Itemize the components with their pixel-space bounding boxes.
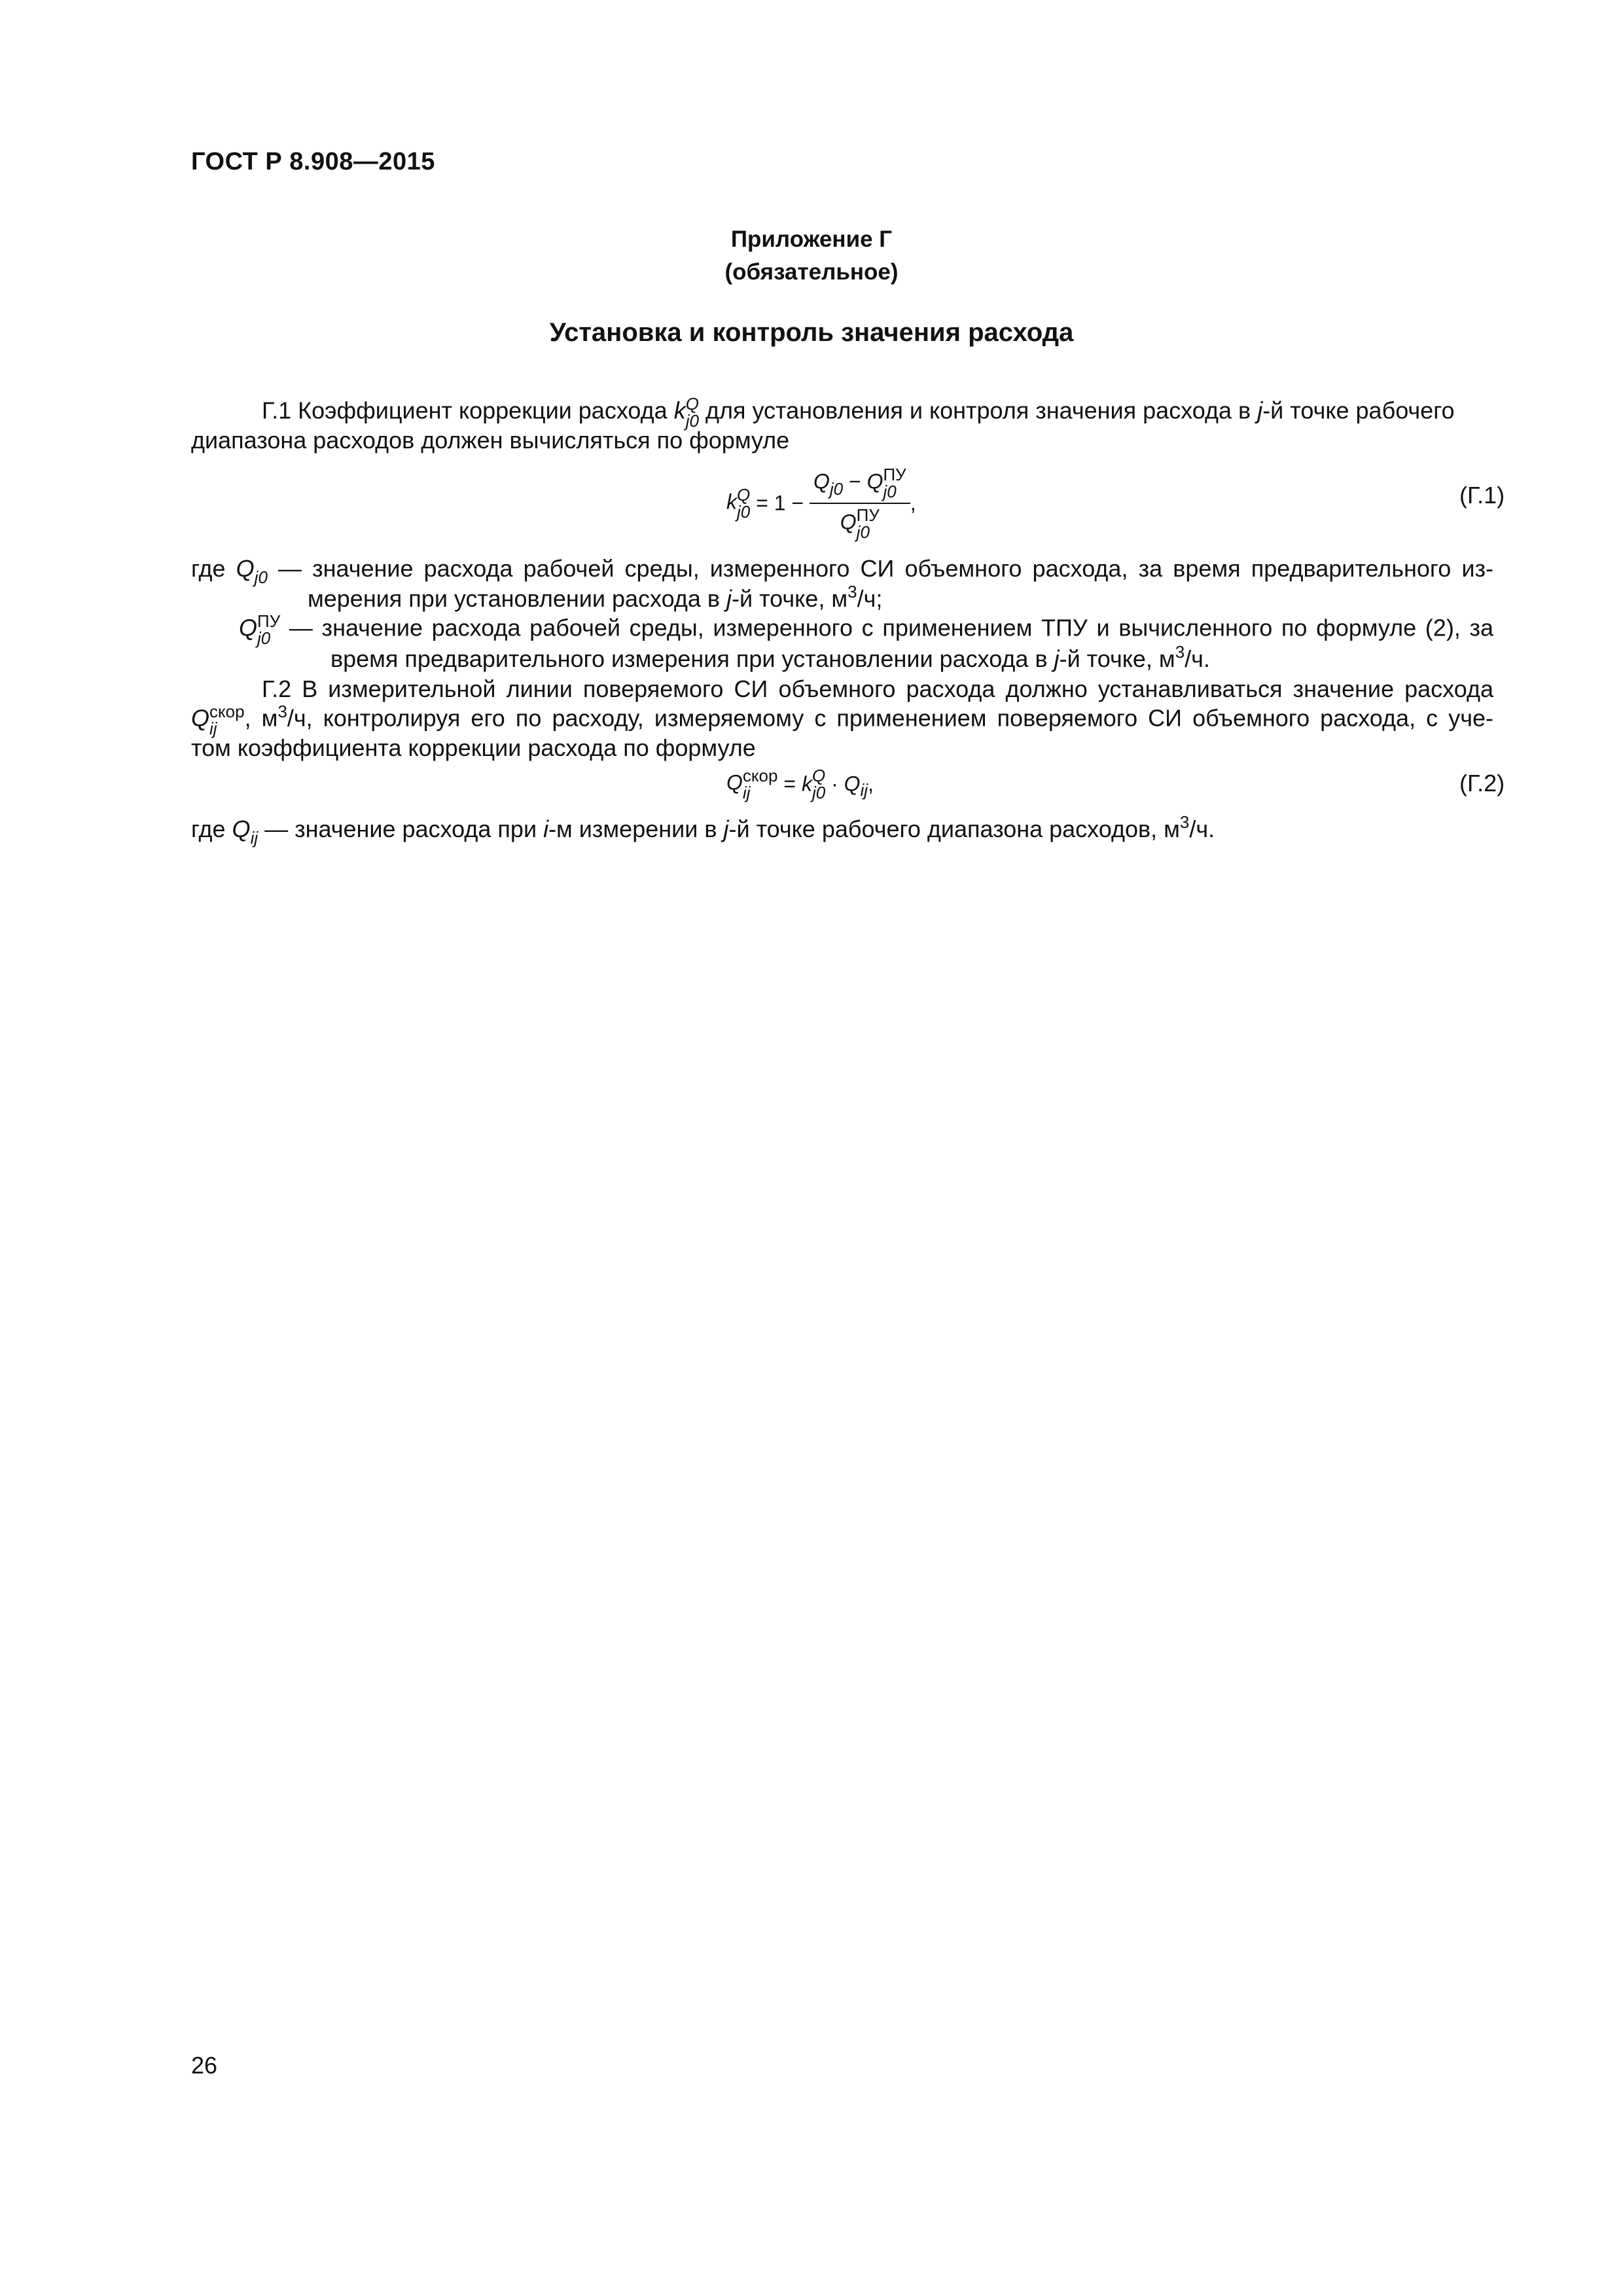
g1-line-1: Г.1 Коэффициент коррекции расхода k Q j0 для установления и контроля значения расхода в j-й точке рабочего [262,394,1455,431]
document-header: ГОСТ Р 8.908—2015 [191,148,435,175]
formula-g2: Q скор ij = k Q j0 · $Q_{ij}$, [726,766,874,802]
where-qj0-pu: Q ПУ j0 — значение расхода рабочей среды, измеренного с применением ТПУ и вычисленного по формуле (2), за [239,611,1493,648]
g2-line-1: Г.2 В измерительной линии поверяемого СИ объемного расхода должно устанавливаться значение расхода [262,675,1493,702]
where-qj0-cont: мерения при установлении расхода в j-й точке, $м^3/ч$; [308,582,883,612]
formula-g1-fraction: $Q_{j0} - Q$ ПУ j0 Q ПУ j0 [810,466,910,541]
g1-line-2: диапазона расходов должен вычисляться по формуле [191,427,790,454]
g2-line-3: том коэффициента коррекции расхода по формуле [191,734,756,761]
g2-line-2: Q скор ij , $м^3/ч$, контролируя его по расходу, измеряемому с применением поверяемого СИ объемного расхода, с уче- [191,701,1493,738]
page-number: 26 [191,2052,218,2079]
formula-g2-number: (Г.2) [1459,770,1505,797]
appendix-status: (обязательное) [724,259,899,285]
appendix-label: Приложение Г [730,226,893,252]
formula-g1-number: (Г.1) [1459,482,1505,509]
formula-g1: k Q j0 = 1 − $Q_{j0} - Q$ ПУ j0 Q ПУ j0 , [726,465,916,542]
where-qj0: где $Q_{j0}$ — значение расхода рабочей среды, измеренного СИ объемного расхода, за время предварительного из- [191,555,1494,587]
where-qij: где $Q_{ij}$ — значение расхода при i-м измерении в j-й точке рабочего диапазона расходов, $м^3/ч$. [191,812,1215,848]
where-qj0-pu-cont: время предварительного измерения при установлении расхода в j-й точке, $м^3/ч$. [330,642,1210,672]
section-title: Установка и контроль значения расхода [549,318,1074,347]
